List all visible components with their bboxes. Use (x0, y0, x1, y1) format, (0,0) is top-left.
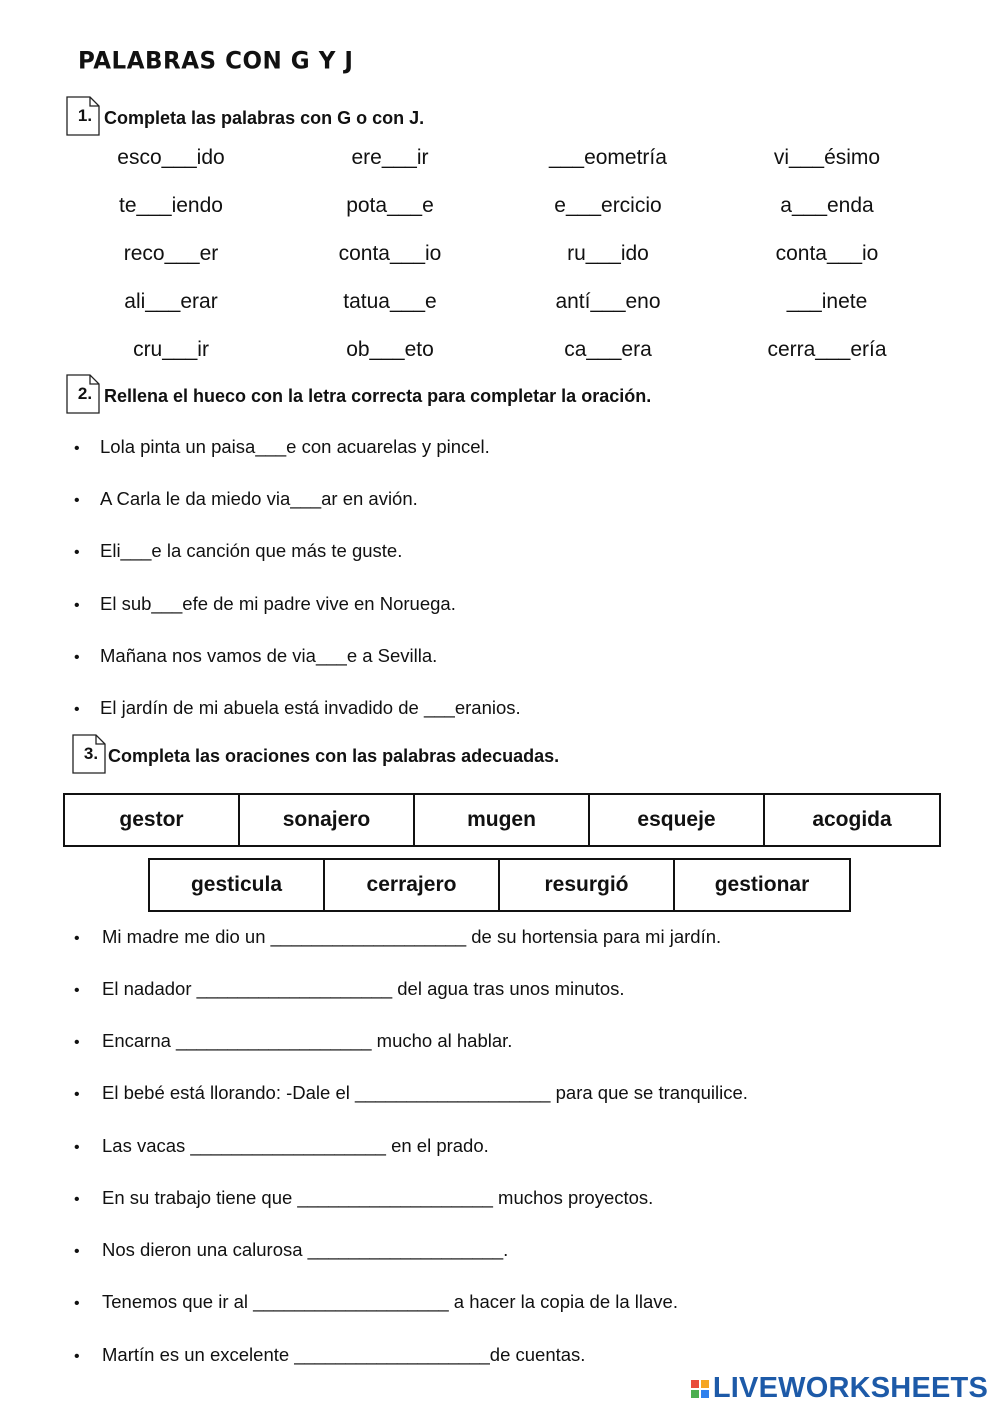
page-title: PALABRAS CON G Y J (78, 47, 354, 75)
word-item[interactable]: cerra___ería (767, 338, 887, 361)
word-item[interactable]: ___inete (786, 290, 868, 313)
word-bank-item: cerrajero (325, 860, 500, 910)
word-bank-item: gestor (65, 795, 240, 845)
list-item[interactable]: • Martín es un excelente ___________________de cuentas. (74, 1344, 586, 1365)
word-bank-item: acogida (812, 808, 892, 831)
word-item[interactable]: pota___e (346, 194, 434, 217)
list-item[interactable]: • El bebé está llorando: -Dale el ___________________ para que se tranquilice. (74, 1082, 748, 1103)
list-item[interactable]: • Las vacas ___________________ en el prado. (74, 1135, 489, 1156)
word-item[interactable]: ob___eto (346, 338, 434, 361)
word-bank-row-1 (63, 793, 941, 847)
list-item[interactable]: • Lola pinta un paisa___e con acuarelas y pincel. (74, 436, 490, 457)
word-item[interactable]: esco___ido (117, 146, 225, 169)
list-item[interactable]: • Tenemos que ir al ___________________ a hacer la copia de la llave. (74, 1291, 678, 1312)
liveworksheets-logo (691, 1372, 988, 1405)
list-item[interactable]: • Mañana nos vamos de via___e a Sevilla. (74, 645, 438, 666)
word-item[interactable]: a___enda (780, 194, 874, 217)
word-bank-row-2 (148, 858, 851, 912)
list-item[interactable]: • El sub___efe de mi padre vive en Noruega. (74, 593, 456, 614)
word-item[interactable]: conta___io (338, 242, 442, 265)
word-item[interactable]: cru___ir (133, 338, 209, 361)
word-item[interactable]: reco___er (123, 242, 219, 265)
list-item[interactable]: • Encarna ___________________ mucho al hablar. (74, 1030, 513, 1051)
list-item[interactable]: • En su trabajo tiene que ___________________ muchos proyectos. (74, 1187, 654, 1208)
word-bank-item: gestionar (714, 873, 810, 896)
section-instruction: Rellena el hueco con la letra correcta para completar la oración. (104, 386, 652, 406)
section-number: 1. (77, 106, 93, 125)
logo-mark-icon (691, 1380, 709, 1398)
word-item[interactable]: antí___eno (555, 290, 661, 313)
word-item[interactable]: ali___erar (124, 290, 218, 313)
list-item[interactable]: • El nadador ___________________ del agua tras unos minutos. (74, 978, 625, 999)
list-item[interactable]: • Mi madre me dio un ___________________ de su hortensia para mi jardín. (74, 926, 722, 947)
word-item[interactable]: vi___ésimo (773, 146, 881, 169)
section-number: 2. (77, 384, 93, 403)
section-number: 3. (83, 744, 99, 763)
word-bank-item: gesticula (150, 860, 325, 910)
word-bank-item: resurgió (500, 860, 675, 910)
list-item[interactable]: • Nos dieron una calurosa ___________________. (74, 1239, 509, 1260)
word-item[interactable]: e___ercicio (554, 194, 662, 217)
word-item[interactable]: conta___io (775, 242, 879, 265)
word-bank-item: esqueje (590, 795, 765, 845)
section-instruction: Completa las palabras con G o con J. (104, 108, 425, 128)
word-item[interactable]: ere___ir (351, 146, 429, 169)
word-item[interactable]: ru___ido (567, 242, 649, 265)
logo-text: LIVEWORKSHEETS (712, 1372, 988, 1404)
word-item[interactable]: tatua___e (343, 290, 437, 313)
word-item[interactable]: ca___era (564, 338, 652, 361)
list-item[interactable]: • A Carla le da miedo via___ar en avión. (74, 488, 418, 509)
list-item[interactable]: • El jardín de mi abuela está invadido de ___eranios. (74, 697, 521, 718)
list-item[interactable]: • Eli___e la canción que más te guste. (74, 540, 403, 561)
word-item[interactable]: te___iendo (119, 194, 223, 217)
word-item[interactable]: ___eometría (549, 146, 667, 169)
section-instruction: Completa las oraciones con las palabras adecuadas. (108, 746, 560, 766)
word-bank-item: mugen (415, 795, 590, 845)
word-bank-item: sonajero (240, 795, 415, 845)
